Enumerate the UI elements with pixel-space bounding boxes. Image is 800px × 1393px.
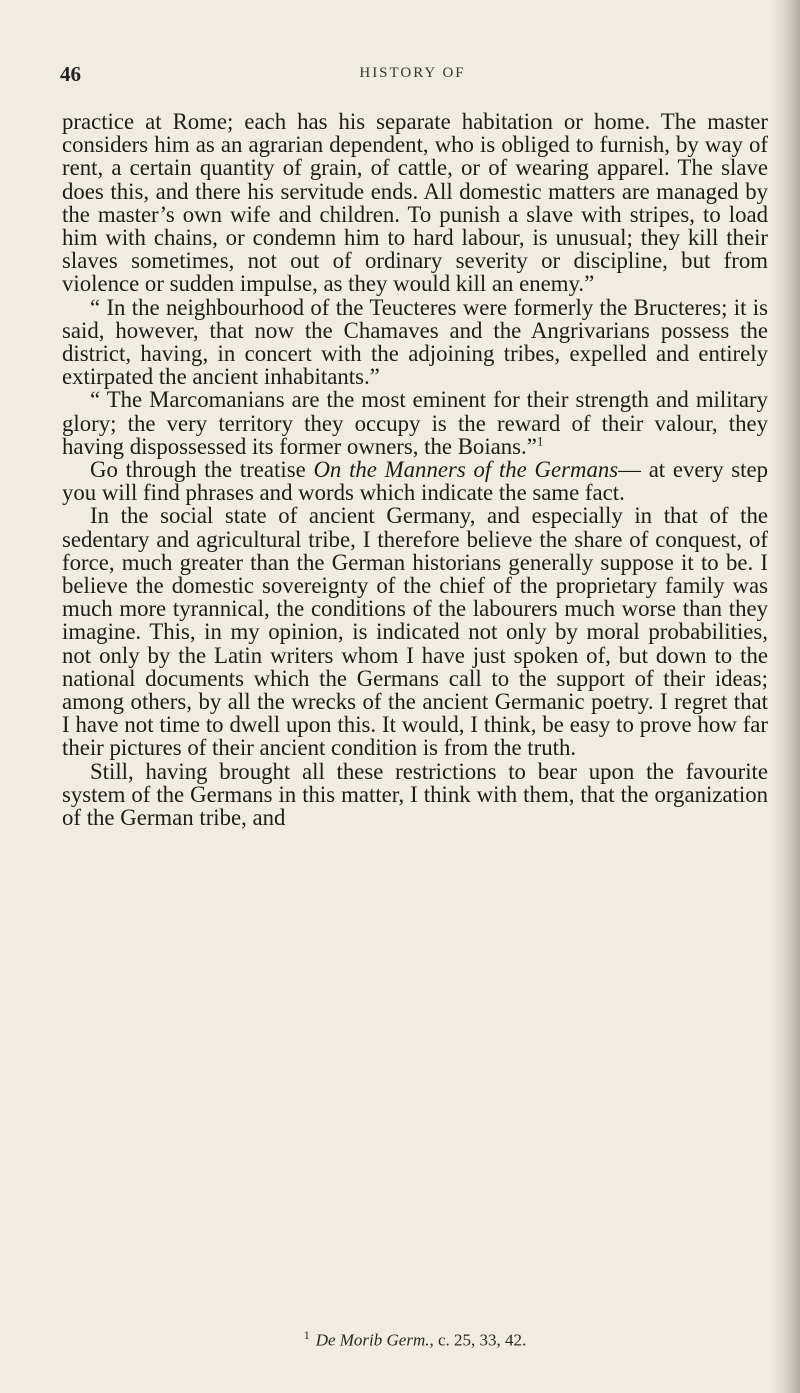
treatise-title: On the Manners of the Germans bbox=[313, 457, 619, 483]
footnote bbox=[62, 1328, 768, 1351]
marcomanians-quote-text: “ The Marcomanians are the most eminent for their strength and military glory; the very territory they occupy is the reward of their valour, they having dispossessed its former owners, the Boians.” bbox=[62, 387, 768, 459]
footnote-reference-text: , c. 25, 33, 42. bbox=[429, 1330, 527, 1350]
paragraph-teucteres-quote: “ In the neighbourhood of the Teucteres were formerly the Bructeres; it is said, however, that now the Chamaves and the Angrivarians possess the district, having, in concert with the adjoining tribes, expelled and entirely extirpated the ancient inhabitants.” bbox=[62, 294, 768, 390]
paragraph-still: Still, having brought all these restrictions to bear upon the favourite system of the Germans in this matter, I think with them, that the organization of the German tribe, and bbox=[62, 758, 768, 831]
treatise-text-before: Go through the treatise bbox=[90, 457, 314, 483]
treatise-text-after: — at every step you will find phrases and words which indicate the same fact. bbox=[62, 457, 768, 506]
paragraph-slavery: practice at Rome; each has his separate habitation or home. The master considers him as an agrarian dependent, who is obliged to furnish, by way of rent, a certain quantity of grain, of cattle, or of wearing apparel. The slave does this, and there his servitude ends. All domestic matters are managed by the master’s own wife and children. To punish a slave with stripes, to load him with chains, or condemn him to hard labour, is unusual; they kill their slaves sometimes, not out of ordinary severity or discipline, but from violence or sudden impulse, as they would kill an enemy.” bbox=[62, 109, 768, 297]
footnote-marker: 1 bbox=[303, 1328, 310, 1342]
paragraph-treatise bbox=[62, 458, 768, 504]
footnote-source: De Morib Germ. bbox=[315, 1330, 430, 1350]
running-title: HISTORY OF bbox=[359, 65, 466, 81]
paragraph-marcomanians-quote bbox=[62, 388, 768, 458]
paragraph-social-state: In the social state of ancient Germany, and especially in that of the sedentary and agricultural tribe, I therefore believe the share of conquest, of force, much greater than the German historians generally suppose it to be. I believe the domestic sovereignty of the chief of the proprietary family was much more tyrannical, the conditions of the labourers much worse than they imagine. This, in my opinion, is indicated not only by moral probabilities, not only by the Latin writers whom I have just spoken of, but down to the national documents which the Germans call to the support of their ideas; among others, by all the wrecks of the ancient Germanic poetry. I regret that I have not time to dwell upon this. It would, I think, be easy to prove how far their pictures of their ancient condition is from the truth. bbox=[62, 503, 768, 761]
page-header bbox=[60, 62, 765, 88]
page-number: 46 bbox=[60, 62, 81, 86]
footnote-reference: 1 bbox=[536, 433, 544, 449]
body-text bbox=[62, 110, 768, 829]
